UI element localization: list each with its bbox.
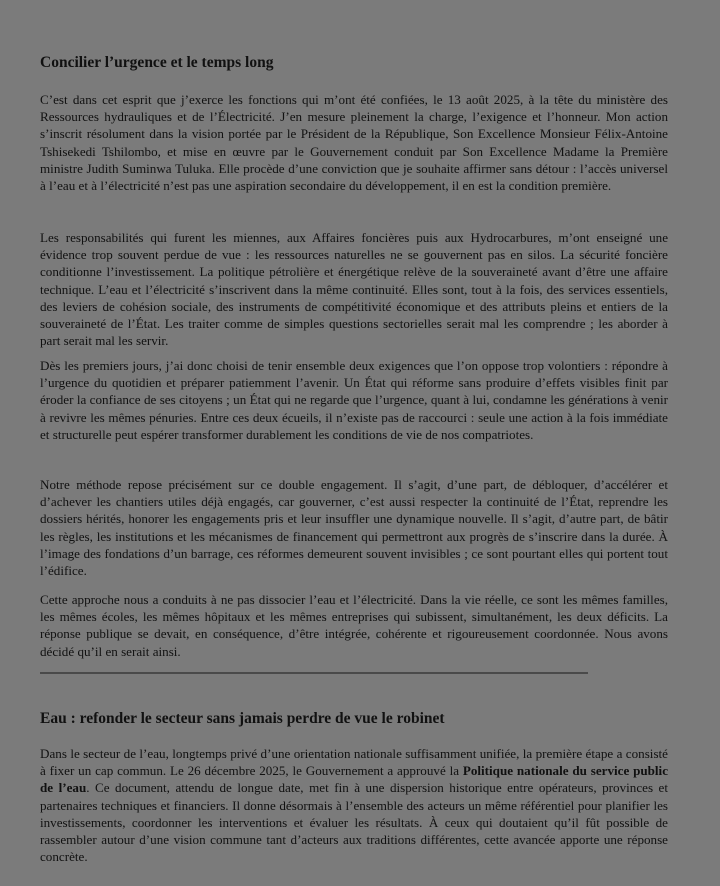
section-heading: Eau : refonder le secteur sans jamais perdre de vue le robinet [40,710,445,727]
paragraph-text: Dans le secteur de l’eau, longtemps privé d’une orientation nationale suffisamment unifiée, la première étape a consisté à fixer un cap commun. Le 26 décembre 2025, le Gouvernement a approuvé la [40,746,668,779]
section-divider [40,672,588,674]
paragraph: Les responsabilités qui furent les miennes, aux Affaires foncières puis aux Hydrocarbures, m’ont enseigné une évidence trop souvent perdue de vue : les ressources naturelles ne se gouvernent pas en silos. La sécurité foncière conditionne l’investissement. La politique pétrolière et énergétique relève de la souveraineté avant d’être une affaire technique. L’eau et l’électricité s’inscrivent dans la même continuité. Elles sont, tout à la fois, des services essentiels, des leviers de cohésion sociale, des instruments de compétitivité économique et des attributs pleins et entiers de la souveraineté de l’État. Les traiter comme de simples questions sectorielles serait mal les comprendre ; les aborder à part serait mal les servir. [40,230,668,349]
section-heading: Concilier l’urgence et le temps long [40,54,274,71]
paragraph: C’est dans cet esprit que j’exerce les fonctions qui m’ont été confiées, le 13 août 2025, à la tête du ministère des Ressources hydrauliques et de l’Électricité. J’en mesure pleinement la charge, l’exigence et l’honneur. Mon action s’inscrit résolument dans la vision portée par le Président de la République, Son Excellence Monsieur Félix-Antoine Tshisekedi Tshilombo, et mise en œuvre par le Gouvernement conduit par Son Excellence Madame la Première ministre Judith Suminwa Tuluka. Elle procède d’une conviction que je souhaite affirmer sans détour : l’accès universel à l’eau et à l’électricité n’est pas une aspiration secondaire du développement, il en est la condition première. [40,92,668,194]
bold-phrase: Politique nationale du service public de l’eau [40,763,669,796]
paragraph: Dès les premiers jours, j’ai donc choisi de tenir ensemble deux exigences que l’on oppose trop volontiers : répondre à l’urgence du quotidien et préparer patiemment l’avenir. Un État qui réforme sans produire d’effets visibles finit par éroder la confiance de ses citoyens ; un État qui ne regarde que l’urgence, quant à lui, condamne les générations à venir à revivre les mêmes pénuries. Entre ces deux écueils, il n’existe pas de raccourci : seule une action à la fois immédiate et structurelle peut espérer transformer durablement les conditions de vie de nos compatriotes. [40,358,668,442]
paragraph: Notre méthode repose précisément sur ce double engagement. Il s’agit, d’une part, de débloquer, d’accélérer et d’achever les chantiers utiles déjà engagés, car gouverner, c’est aussi respecter la continuité de l’État, reprendre les dossiers hérités, honorer les engagements pris et leur insuffler une dynamique nouvelle. Il s’agit, d’autre part, de bâtir les règles, les institutions et les mécanismes de financement qui permettront aux progrès de s’inscrire dans la durée. À l’image des fondations d’un barrage, ces réformes demeurent souvent invisibles ; ce sont pourtant elles qui portent tout l’édifice. [40,477,668,579]
paragraph: Cette approche nous a conduits à ne pas dissocier l’eau et l’électricité. Dans la vie réelle, ce sont les mêmes familles, les mêmes écoles, les mêmes hôpitaux et les mêmes entreprises qui subissent, simultanément, les deux déficits. La réponse publique se devait, en conséquence, d’être intégrée, cohérente et rigoureusement coordonnée. Nous avons décidé qu’il en serait ainsi. [40,592,668,659]
paragraph [40,745,668,865]
paragraph-text: . Ce document, attendu de longue date, met fin à une dispersion historique entre opérateurs, provinces et partenaires techniques et financiers. Il donne désormais à l’ensemble des acteurs un même référentiel pour planifier les investissements, coordonner les interventions et évaluer les résultats. À ceux qui doutaient qu’il fût possible de rassembler autour d’une vision commune tant d’acteurs aux traditions différentes, cette avancée apporte une réponse concrète. [40,780,668,865]
